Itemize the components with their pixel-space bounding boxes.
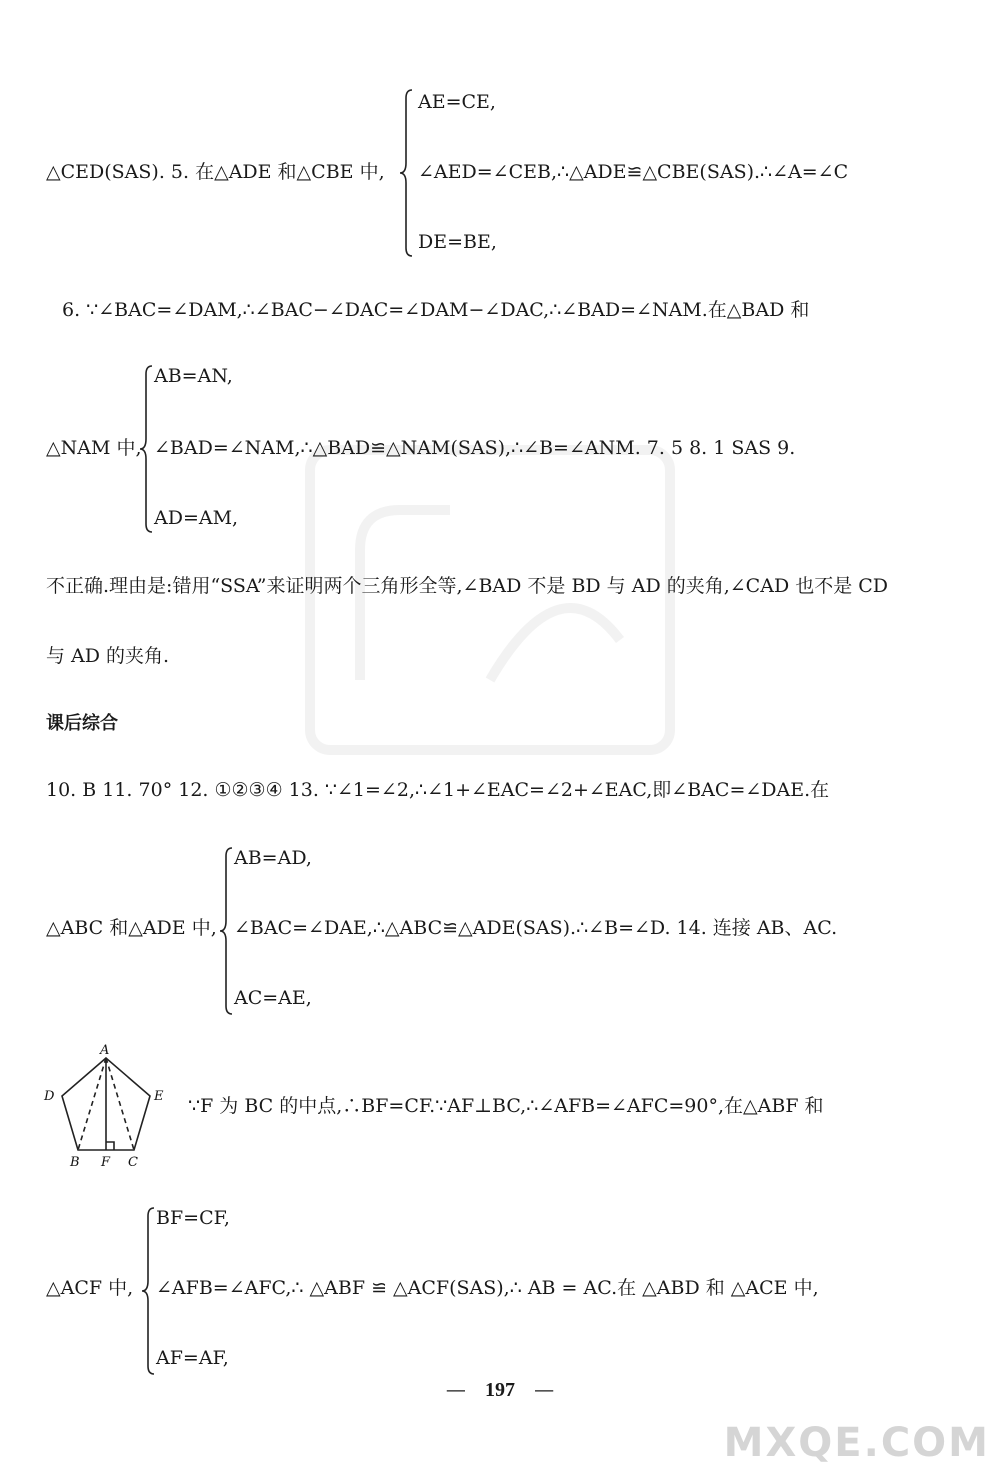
s5-mid: ∠AED=∠CEB,∴△ADE≌△CBE(SAS).∴∠A=∠C (418, 161, 849, 183)
s10-mid: ∠BAC=∠DAE,∴△ABC≌△ADE(SAS).∴∠B=∠D. 14. 连接 AB、AC. (234, 917, 838, 939)
s5-sys-3: DE=BE, (418, 231, 497, 253)
s10-left: △ABC 和△ADE 中, (46, 917, 217, 939)
footer-dash-right: — (534, 1377, 555, 1401)
s6-text-1: 不正确.理由是:错用“SSA”来证明两个三角形全等,∠BAD 不是 BD 与 AD 的夹角,∠CAD 也不是 CD (46, 575, 889, 597)
s14-sys-1: BF=CF, (156, 1207, 230, 1229)
s5-sys-1: AE=CE, (418, 91, 496, 113)
label-c: C (128, 1155, 138, 1170)
s5-left: △CED(SAS). 5. 在△ADE 和△CBE 中, (46, 161, 385, 183)
s14-line: ∵F 为 BC 的中点,∴BF=CF.∵AF⊥BC,∴∠AFB=∠AFC=90°,在△ABF 和 (188, 1095, 824, 1117)
page-footer (0, 1377, 1000, 1402)
pentagon-figure (38, 1040, 174, 1172)
brace-5 (398, 88, 416, 258)
label-d: D (44, 1089, 55, 1104)
s6-text-2: 与 AD 的夹角. (46, 645, 170, 667)
s14-mid: ∠AFB=∠AFC,∴ △ABF ≌ △ACF(SAS),∴ AB = AC.在 △ABD 和 △ACE 中, (156, 1277, 819, 1299)
s6-left: △NAM 中, (46, 437, 142, 459)
label-e: E (154, 1089, 164, 1104)
s6-mid: ∠BAD=∠NAM,∴△BAD≌△NAM(SAS),∴∠B=∠ANM. 7. 5 8. 1 SAS 9. (154, 437, 796, 459)
label-f: F (101, 1155, 111, 1170)
s14-sys-3: AF=AF, (156, 1347, 229, 1369)
s6-sys-3: AD=AM, (154, 507, 239, 529)
s6-sys-1: AB=AN, (154, 365, 233, 387)
s10-sys-1: AB=AD, (234, 847, 312, 869)
s6-line: 6. ∵∠BAC=∠DAM,∴∠BAC−∠DAC=∠DAM−∠DAC,∴∠BAD=∠NAM.在△BAD 和 (62, 299, 810, 321)
page-number: 197 (485, 1379, 515, 1401)
section-title: 课后综合 (46, 713, 118, 734)
label-b: B (70, 1155, 80, 1170)
watermark-logo (300, 440, 680, 760)
s10-line: 10. B 11. 70° 12. ①②③④ 13. ∵∠1=∠2,∴∠1+∠EAC=∠2+∠EAC,即∠BAC=∠DAE.在 (46, 779, 830, 801)
site-watermark: MXQE.COM (723, 1420, 990, 1466)
s14-left: △ACF 中, (46, 1277, 134, 1299)
footer-dash-left: — (445, 1377, 466, 1401)
s10-sys-3: AC=AE, (234, 987, 312, 1009)
label-a: A (100, 1043, 110, 1058)
